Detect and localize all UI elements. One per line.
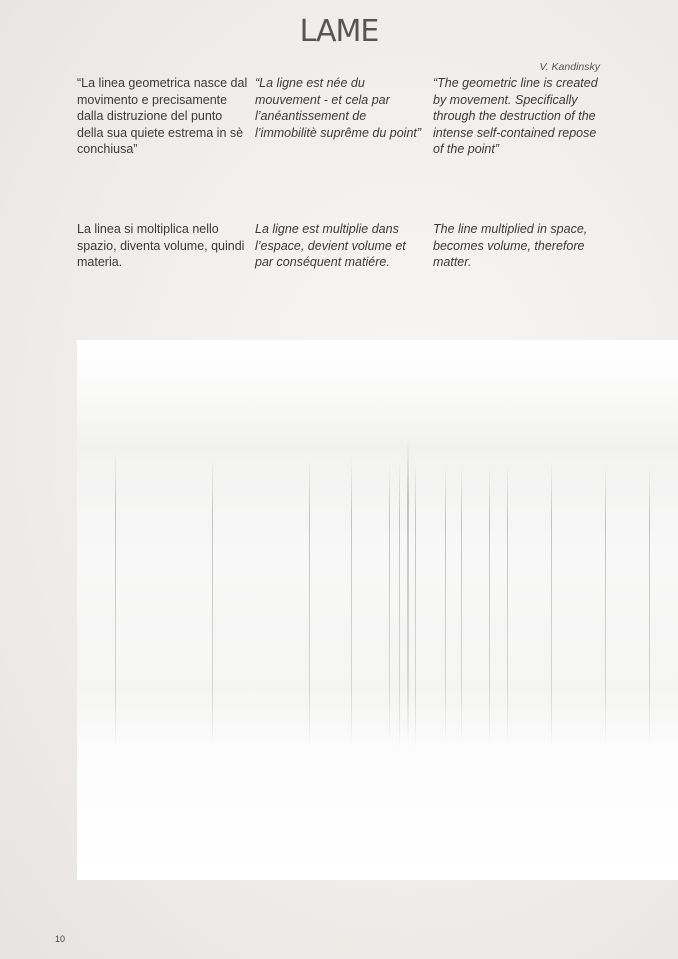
photo-blade-line [461, 464, 462, 744]
quote-italian: “La linea geometrica nasce dal movimento e precisamente dalla distruzione del punto della sua quiete estrema in sè conchiusa” [77, 76, 248, 156]
photo-blade-line [415, 460, 416, 750]
photo-blade-line [507, 464, 508, 744]
product-photo [77, 340, 678, 880]
photo-blade-line [605, 464, 606, 744]
photo-blade-line [309, 458, 310, 748]
quote-french: “La ligne est née du mouvement - et cela par l’anéantissement de l’immobilitè suprême du point” [255, 76, 422, 140]
photo-blade-line [407, 440, 409, 740]
quote-english: “The geometric line is created by movement. Specifically through the destruction of the intense self-contained repose of the point” [433, 76, 598, 156]
photo-blade-line [212, 458, 213, 748]
page-number: 10 [55, 934, 66, 944]
line-text-french: La ligne est multiplie dans l’espace, devient volume et par conséquent matiére. [255, 222, 406, 269]
page-title: LAME [299, 14, 379, 49]
photo-blade-line [489, 464, 490, 744]
photo-floor-shade [77, 730, 678, 880]
line-text-english: The line multiplied in space, becomes volume, therefore matter. [433, 222, 588, 269]
photo-blade-line [551, 460, 552, 750]
photo-ceiling-shade [77, 340, 678, 450]
photo-blade-line [351, 458, 352, 748]
photo-blade-line [399, 460, 400, 750]
photo-blade-line [115, 450, 116, 750]
photo-blade-line [649, 464, 650, 744]
line-text-italian: La linea si moltiplica nello spazio, diventa volume, quindi materia. [77, 222, 245, 269]
quote-author: V. Kandinsky [539, 61, 600, 73]
photo-blade-line [445, 464, 446, 744]
photo-blade-line [389, 462, 390, 742]
